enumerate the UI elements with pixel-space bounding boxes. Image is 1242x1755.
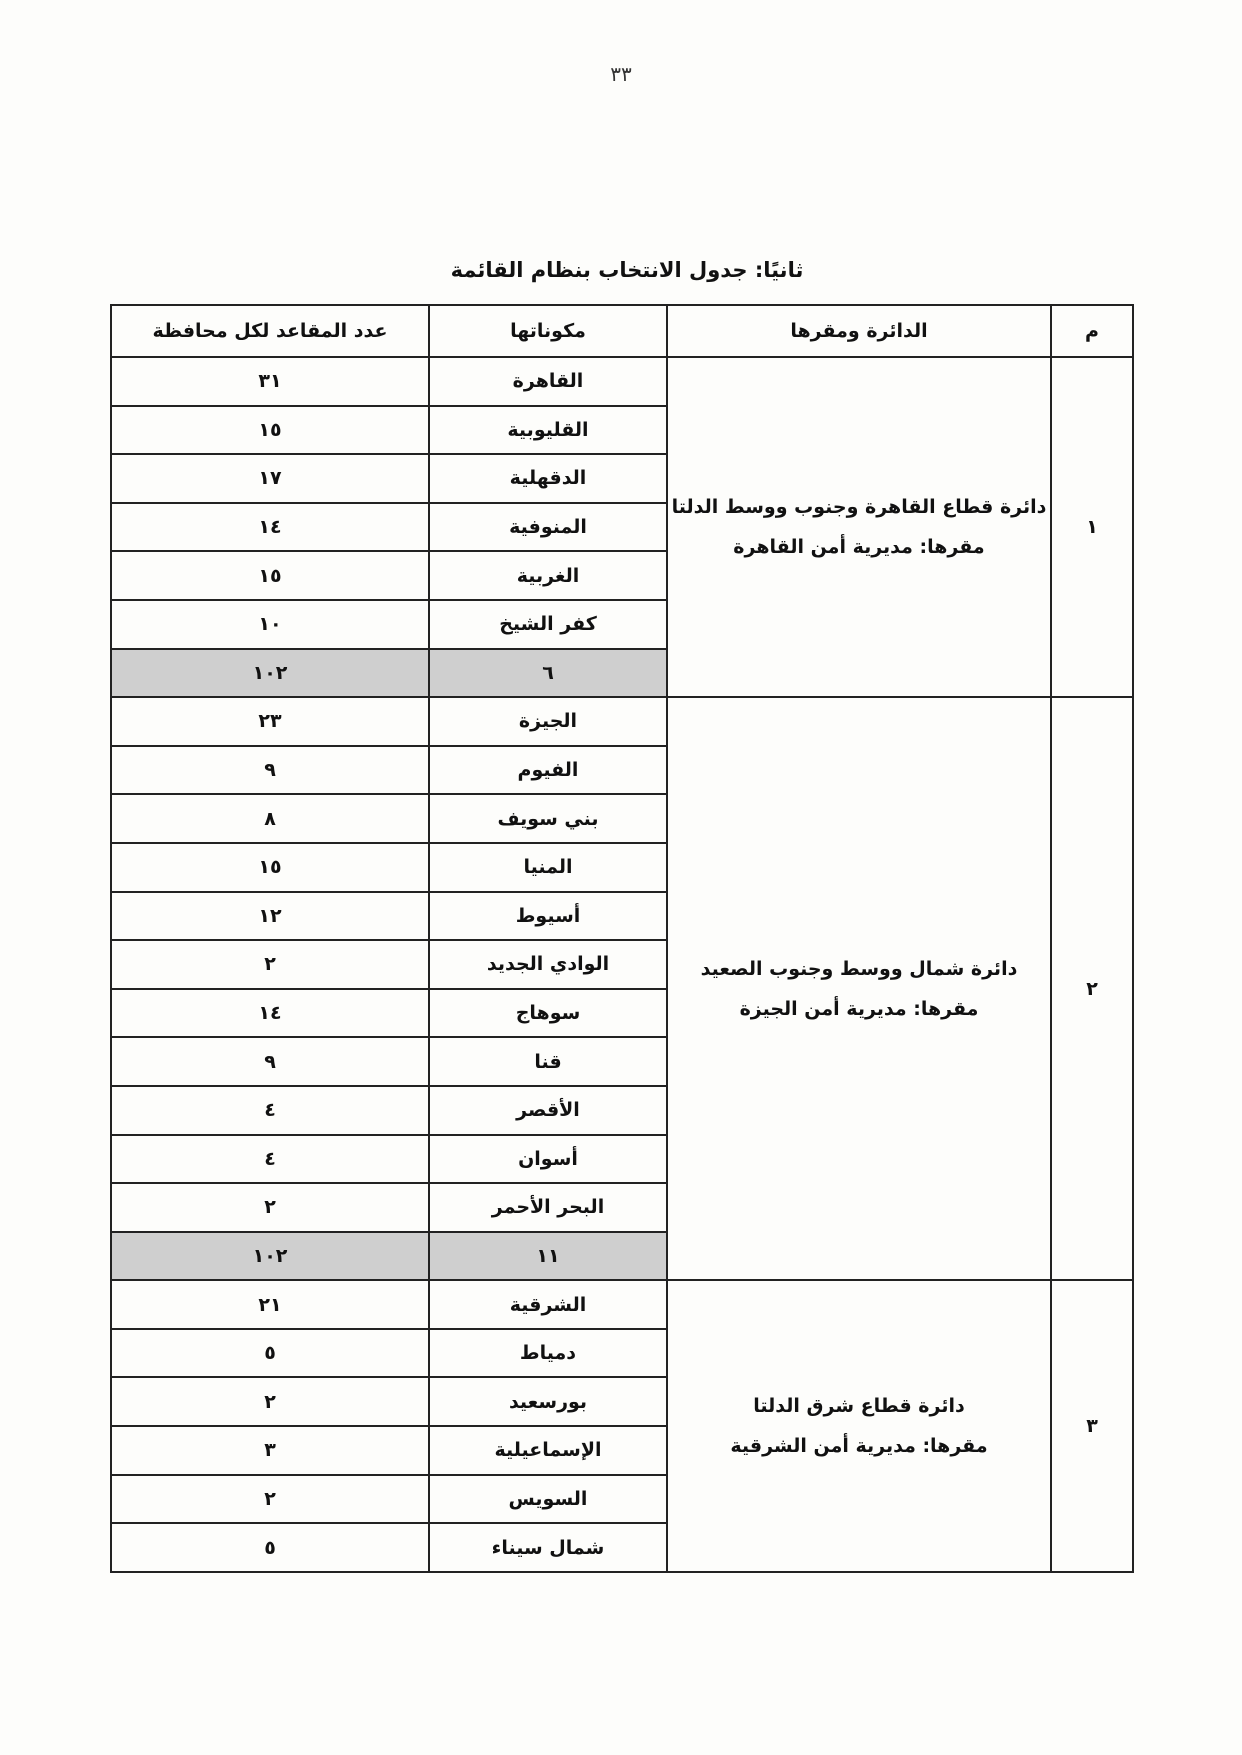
header-index: م bbox=[1051, 305, 1133, 357]
total-seats: ١٠٢ bbox=[111, 1232, 429, 1281]
table-header-row bbox=[111, 305, 1133, 357]
governorate-name: الجيزة bbox=[429, 697, 667, 746]
section-title: ثانيًا: جدول الانتخاب بنظام القائمة bbox=[450, 258, 804, 282]
seat-count: ٢ bbox=[111, 1475, 429, 1524]
governorate-name: القاهرة bbox=[429, 357, 667, 406]
district-headquarters: مقرها: مديرية أمن الشرقية bbox=[730, 1435, 988, 1458]
district-cell bbox=[667, 357, 1051, 697]
governorate-name: بورسعيد bbox=[429, 1377, 667, 1426]
seat-count: ٥ bbox=[111, 1523, 429, 1572]
governorate-name: الوادي الجديد bbox=[429, 940, 667, 989]
seat-count: ١٤ bbox=[111, 989, 429, 1038]
seat-count: ٤ bbox=[111, 1086, 429, 1135]
district-index: ٢ bbox=[1051, 697, 1133, 1280]
governorate-name: القليوبية bbox=[429, 406, 667, 455]
seat-count: ١٠ bbox=[111, 600, 429, 649]
seat-count: ٤ bbox=[111, 1135, 429, 1184]
district-name: دائرة قطاع شرق الدلتا bbox=[753, 1395, 965, 1418]
governorate-name: بني سويف bbox=[429, 794, 667, 843]
governorate-name: الغربية bbox=[429, 551, 667, 600]
governorate-name: أسيوط bbox=[429, 892, 667, 941]
seat-count: ١٥ bbox=[111, 406, 429, 455]
governorate-name: أسوان bbox=[429, 1135, 667, 1184]
governorate-name: الدقهلية bbox=[429, 454, 667, 503]
seat-count: ٢ bbox=[111, 1183, 429, 1232]
governorate-name: السويس bbox=[429, 1475, 667, 1524]
seat-count: ٥ bbox=[111, 1329, 429, 1378]
district-name: دائرة شمال ووسط وجنوب الصعيد bbox=[700, 957, 1018, 980]
governorate-name: الفيوم bbox=[429, 746, 667, 795]
seat-count: ٨ bbox=[111, 794, 429, 843]
seat-count: ١٢ bbox=[111, 892, 429, 941]
total-governorate-count: ٦ bbox=[429, 649, 667, 698]
header-components: مكوناتها bbox=[429, 305, 667, 357]
governorate-name: سوهاج bbox=[429, 989, 667, 1038]
district-index: ٣ bbox=[1051, 1280, 1133, 1572]
governorate-name: دمياط bbox=[429, 1329, 667, 1378]
governorate-name: المنوفية bbox=[429, 503, 667, 552]
seat-count: ٢ bbox=[111, 1377, 429, 1426]
seat-count: ٢ bbox=[111, 940, 429, 989]
governorate-name: شمال سيناء bbox=[429, 1523, 667, 1572]
governorate-name: المنيا bbox=[429, 843, 667, 892]
seat-count: ١٥ bbox=[111, 843, 429, 892]
table-row bbox=[111, 357, 1133, 406]
table-body bbox=[111, 357, 1133, 1572]
governorate-name: الإسماعيلية bbox=[429, 1426, 667, 1475]
district-name: دائرة قطاع القاهرة وجنوب ووسط الدلتا bbox=[671, 496, 1047, 519]
seat-count: ١٥ bbox=[111, 551, 429, 600]
district-cell bbox=[667, 697, 1051, 1280]
table-row bbox=[111, 697, 1133, 746]
seat-count: ٩ bbox=[111, 1037, 429, 1086]
seat-count: ٢١ bbox=[111, 1280, 429, 1329]
list-election-table bbox=[110, 304, 1134, 1573]
district-headquarters: مقرها: مديرية أمن القاهرة bbox=[733, 536, 985, 559]
seat-count: ٣١ bbox=[111, 357, 429, 406]
page-number: ٣٣ bbox=[610, 62, 632, 86]
seat-count: ٢٣ bbox=[111, 697, 429, 746]
district-headquarters: مقرها: مديرية أمن الجيزة bbox=[739, 997, 979, 1020]
table-row bbox=[111, 1280, 1133, 1329]
seat-count: ٩ bbox=[111, 746, 429, 795]
seat-count: ١٤ bbox=[111, 503, 429, 552]
seat-count: ٣ bbox=[111, 1426, 429, 1475]
header-seats: عدد المقاعد لكل محافظة bbox=[111, 305, 429, 357]
governorate-name: الشرقية bbox=[429, 1280, 667, 1329]
district-cell bbox=[667, 1280, 1051, 1572]
header-district: الدائرة ومقرها bbox=[667, 305, 1051, 357]
district-index: ١ bbox=[1051, 357, 1133, 697]
total-seats: ١٠٢ bbox=[111, 649, 429, 698]
governorate-name: البحر الأحمر bbox=[429, 1183, 667, 1232]
total-governorate-count: ١١ bbox=[429, 1232, 667, 1281]
governorate-name: كفر الشيخ bbox=[429, 600, 667, 649]
seat-count: ١٧ bbox=[111, 454, 429, 503]
governorate-name: قنا bbox=[429, 1037, 667, 1086]
governorate-name: الأقصر bbox=[429, 1086, 667, 1135]
